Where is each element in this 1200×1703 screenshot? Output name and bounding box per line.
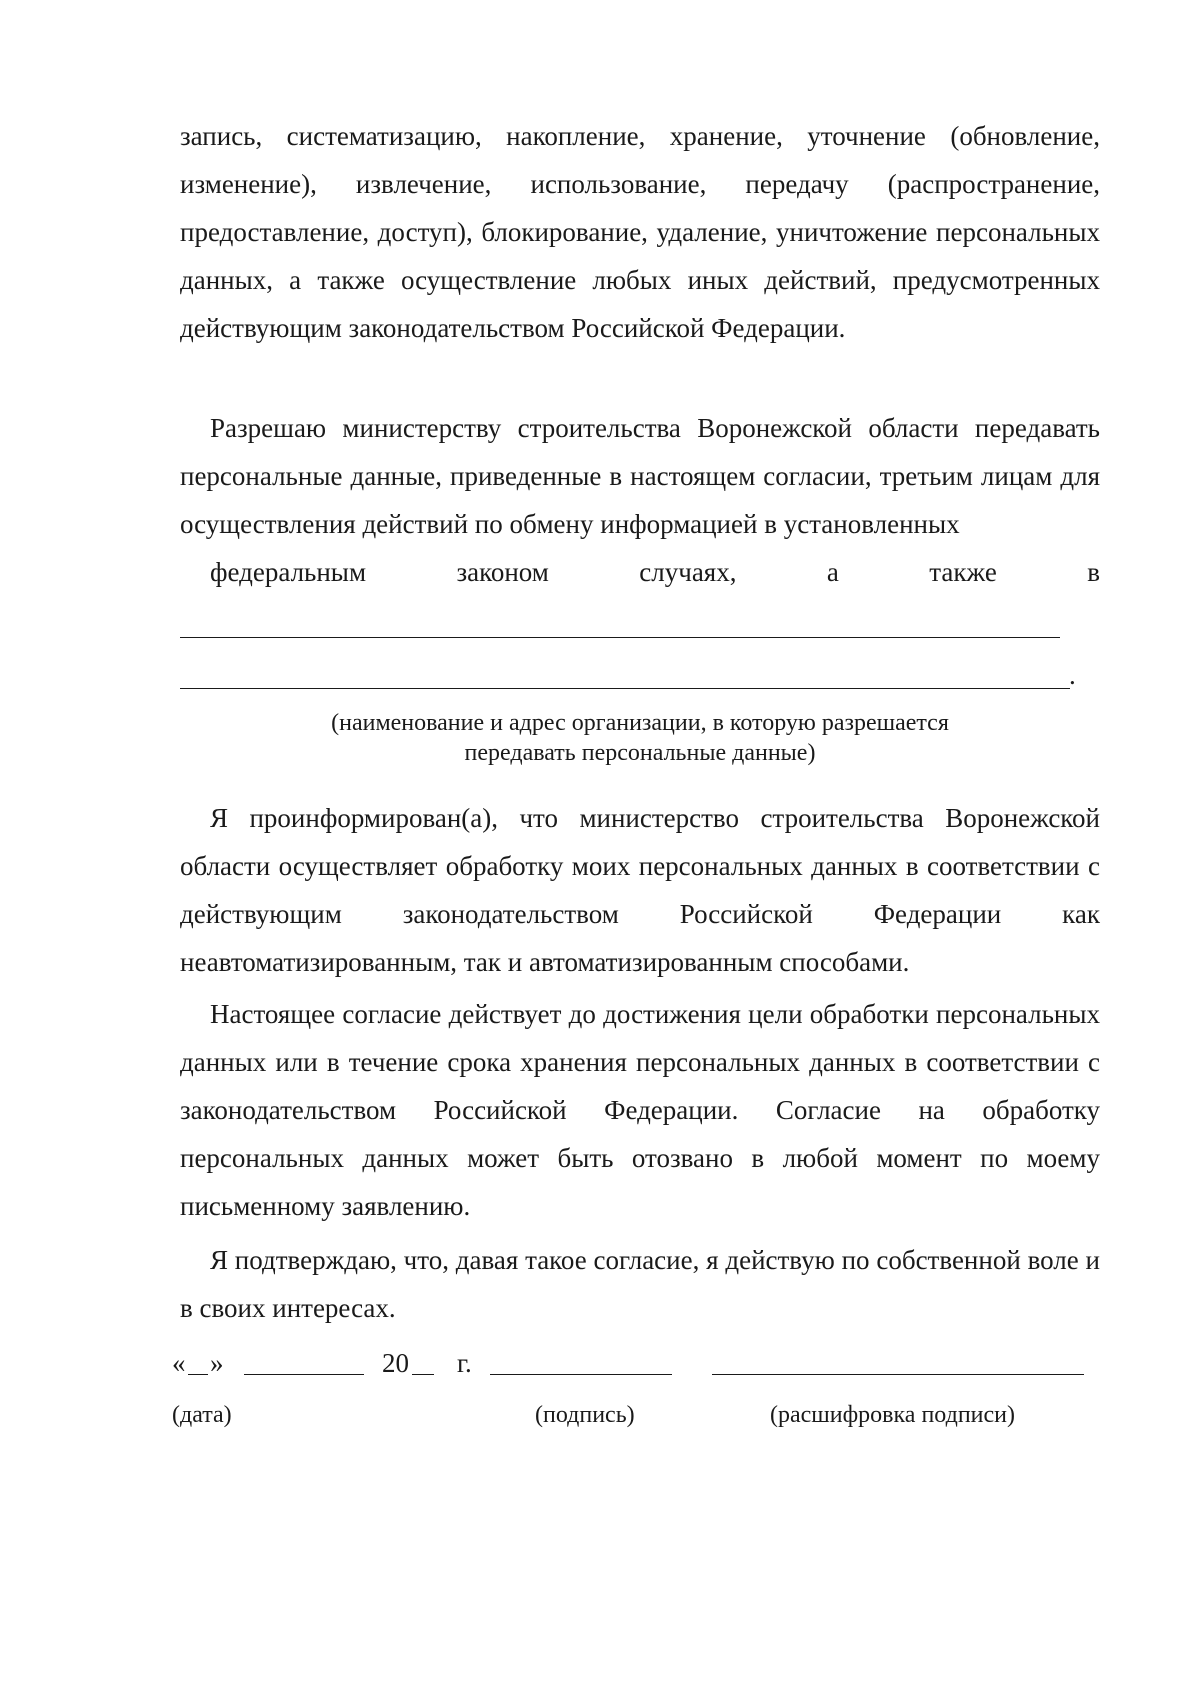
- date-label: (дата): [172, 1402, 232, 1428]
- signature-label: (подпись): [535, 1402, 635, 1428]
- blank-line-end-dot: .: [1069, 660, 1076, 690]
- day-open-quote: «: [172, 1348, 186, 1378]
- month-blank[interactable]: [244, 1374, 364, 1375]
- signature-decoding-label: (расшифровка подписи): [770, 1402, 1015, 1428]
- paragraph-informed: Я проинформирован(а), что министерство строительства Воронежской области осуществляет обработку моих персональных данных в соответствии с действующим законодательством Российской Федерации как неавтоматизированным, так и автоматизированным способами.: [180, 803, 1100, 977]
- signature-blank[interactable]: [490, 1374, 672, 1375]
- day-close-quote: »: [210, 1348, 224, 1378]
- year-prefix: 20: [382, 1348, 409, 1378]
- year-blank[interactable]: [412, 1374, 434, 1375]
- day-blank[interactable]: [188, 1374, 208, 1375]
- caption-line-1: (наименование и адрес организации, в которую разрешается: [331, 710, 949, 736]
- paragraph-transfer-last-line: федеральным законом случаях, а также в: [210, 557, 1100, 587]
- paragraph-confirmation: Я подтверждаю, что, давая такое согласие, я действую по собственной воле и в своих интересах.: [180, 1245, 1100, 1323]
- signature-decoding-blank[interactable]: [712, 1374, 1084, 1375]
- paragraph-validity: Настоящее согласие действует до достижения цели обработки персональных данных или в течение срока хранения персональных данных в соответствии с законодательством Российской Федерации. Согласие на обработку персональных данных может быть отозвано в любой момент по моему письменному заявлению.: [180, 999, 1100, 1221]
- paragraph-transfer-main: Разрешаю министерству строительства Воронежской области передавать персональные данные, приведенные в настоящем согласии, третьим лицам для осуществления действий по обмену информацией в установленных: [180, 413, 1100, 539]
- organization-blank-line-2[interactable]: [180, 688, 1070, 689]
- caption-line-2: передавать персональные данные): [464, 740, 816, 766]
- signature-row: [172, 1346, 1102, 1386]
- year-suffix: г.: [457, 1348, 472, 1378]
- signature-row-labels: [172, 1400, 1102, 1440]
- organization-field-caption: [180, 708, 1100, 768]
- paragraph-transfer-permission: [180, 404, 1100, 596]
- organization-blank-line-1[interactable]: [180, 637, 1060, 638]
- paragraph-processing-actions: запись, систематизацию, накопление, хранение, уточнение (обновление, изменение), извлечение, использование, передачу (распространение, предоставление, доступ), блокирование, удаление, уничтожение персональных данных, а также осуществление любых иных действий, предусмотренных действующим законодательством Российской Федерации.: [180, 121, 1100, 343]
